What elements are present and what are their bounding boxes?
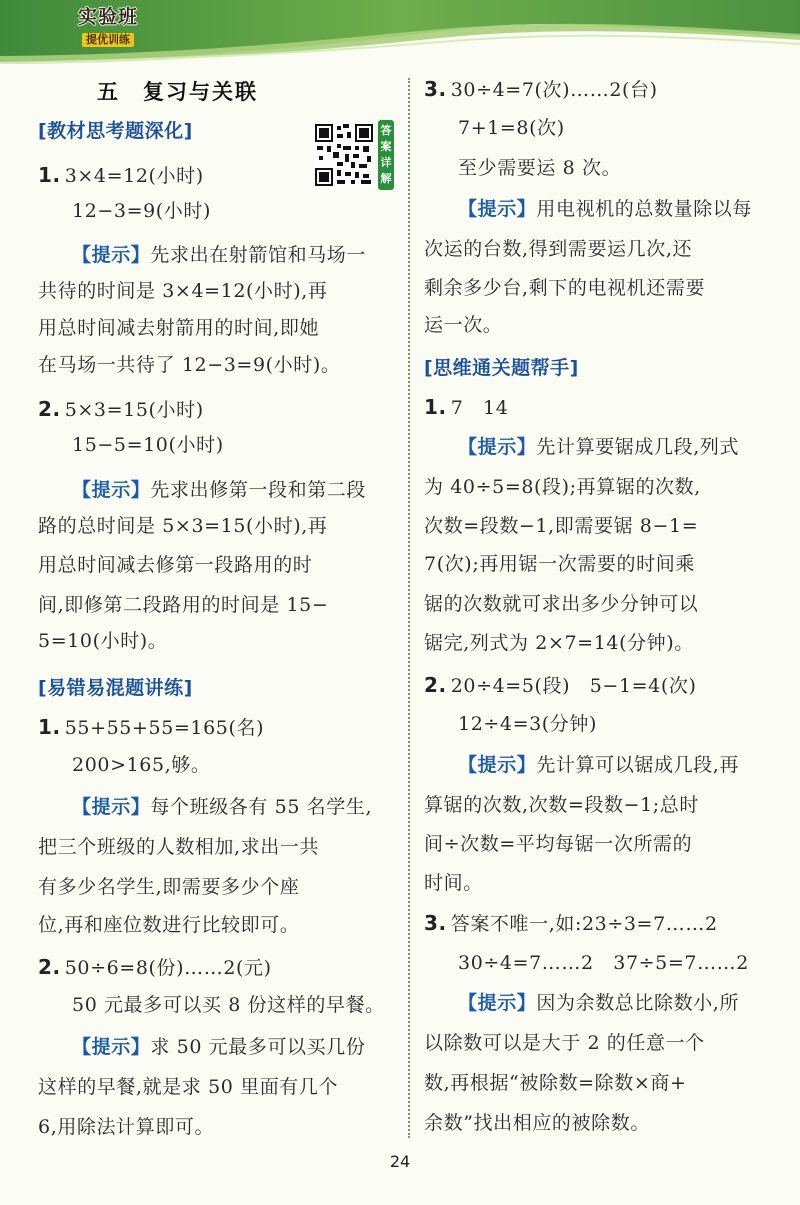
hint-label: 【提示】 [458, 992, 537, 1014]
answer-line: 1. 3×4=12(小时) [38, 163, 204, 187]
hint-line: 次数=段数−1,即需要锯 8−1= [424, 515, 699, 537]
answer-line: 1. 7 14 [424, 395, 509, 419]
hint-line: 次运的台数,得到需要运几次,还 [424, 238, 693, 260]
section-header-errors: [易错易混题讲练] [38, 677, 193, 699]
hint-line: 共待的时间是 3×4=12(小时),再 [38, 280, 328, 302]
hint-line: 在马场一共待了 12−3=9(小时)。 [38, 354, 341, 376]
brand-sub-text: 提优训练 [82, 33, 134, 47]
hint-label: 【提示】 [72, 244, 151, 266]
qr-answer-label: 答案详解 [378, 120, 394, 190]
section-header-thinking: [思维通关题帮手] [424, 357, 579, 379]
answer-line: 2. 50÷6=8(份)……2(元) [38, 955, 272, 979]
hint-line: 【提示】先求出在射箭馆和马场一 [72, 244, 367, 266]
answer-line: 2. 20÷4=5(段) 5−1=4(次) [424, 673, 697, 697]
hint-line: 路的总时间是 5×3=15(小时),再 [38, 515, 328, 537]
qr-code[interactable] [313, 122, 375, 188]
hint-line: 【提示】每个班级各有 55 名学生, [72, 796, 373, 818]
hint-line: 锯完,列式为 2×7=14(分钟)。 [424, 632, 694, 654]
section-header-textbook: [教材思考题深化] [38, 120, 193, 142]
hint-line: 位,再和座位数进行比较即可。 [38, 914, 300, 936]
hint-line: 数,再根据“被除数=除数×商+ [424, 1072, 687, 1094]
answer-line: 30÷4=7……2 37÷5=7……2 [458, 952, 749, 974]
hint-line: 为 40÷5=8(段);再算锯的次数, [424, 476, 701, 498]
answer-line: 1. 55+55+55=165(名) [38, 715, 265, 739]
hint-line: 间÷次数=平均每锯一次所需的 [424, 833, 693, 855]
hint-line: 锯的次数就可求出多少分钟可以 [424, 593, 699, 615]
hint-line: 有多少名学生,即需要多少个座 [38, 876, 300, 898]
hint-line: 这样的早餐,就是求 50 里面有几个 [38, 1076, 339, 1098]
hint-line: 时间。 [424, 872, 483, 894]
hint-line: 用总时间减去射箭用的时间,即她 [38, 317, 320, 339]
brand-main-text: 实验班 [77, 6, 138, 28]
hint-line: 7(次);再用锯一次需要的时间乘 [424, 553, 695, 575]
column-divider [408, 78, 410, 1138]
hint-line: 【提示】求 50 元最多可以买几份 [72, 1036, 366, 1058]
hint-line: 以除数可以是大于 2 的任意一个 [424, 1032, 705, 1054]
hint-line: 5=10(小时)。 [38, 630, 168, 652]
hint-label: 【提示】 [72, 1036, 151, 1058]
answer-line: 至少需要运 8 次。 [458, 157, 622, 179]
hint-line: 算锯的次数,次数=段数−1;总时 [424, 794, 699, 816]
hint-line: 运一次。 [424, 314, 503, 336]
answer-line: 15−5=10(小时) [72, 434, 224, 456]
hint-line: 【提示】先计算要锯成几段,列式 [458, 436, 740, 458]
hint-label: 【提示】 [458, 198, 537, 220]
hint-line: 用总时间减去修第一段路用的时 [38, 554, 313, 576]
page-number: 24 [389, 1152, 411, 1171]
hint-line: 【提示】先求出修第一段和第二段 [72, 479, 367, 501]
hint-line: 把三个班级的人数相加,求出一共 [38, 836, 320, 858]
answer-line: 7+1=8(次) [458, 117, 565, 139]
brand-logo [72, 6, 144, 47]
hint-label: 【提示】 [72, 479, 151, 501]
hint-label: 【提示】 [458, 436, 537, 458]
hint-line: 【提示】用电视机的总数量除以每 [458, 198, 753, 220]
hint-line: 6,用除法计算即可。 [38, 1116, 215, 1138]
answer-line: 2. 5×3=15(小时) [38, 397, 204, 421]
hint-line: 余数”找出相应的被除数。 [424, 1112, 650, 1134]
hint-label: 【提示】 [72, 796, 151, 818]
hint-line: 剩余多少台,剩下的电视机还需要 [424, 277, 706, 299]
answer-line: 200>165,够。 [72, 754, 211, 776]
answer-line: 3. 30÷4=7(次)……2(台) [424, 77, 658, 101]
answer-line: 12÷4=3(分钟) [458, 713, 598, 735]
answer-line: 3. 答案不唯一,如:23÷3=7……2 [424, 911, 718, 935]
answer-line: 12−3=9(小时) [72, 200, 212, 222]
hint-line: 【提示】因为余数总比除数小,所 [458, 992, 740, 1014]
hint-line: 间,即修第二段路用的时间是 15− [38, 594, 329, 616]
chapter-title: 五 复习与关联 [97, 80, 258, 104]
answer-line: 50 元最多可以买 8 份这样的早餐。 [72, 994, 385, 1016]
hint-line: 【提示】先计算可以锯成几段,再 [458, 754, 740, 776]
hint-label: 【提示】 [458, 754, 537, 776]
